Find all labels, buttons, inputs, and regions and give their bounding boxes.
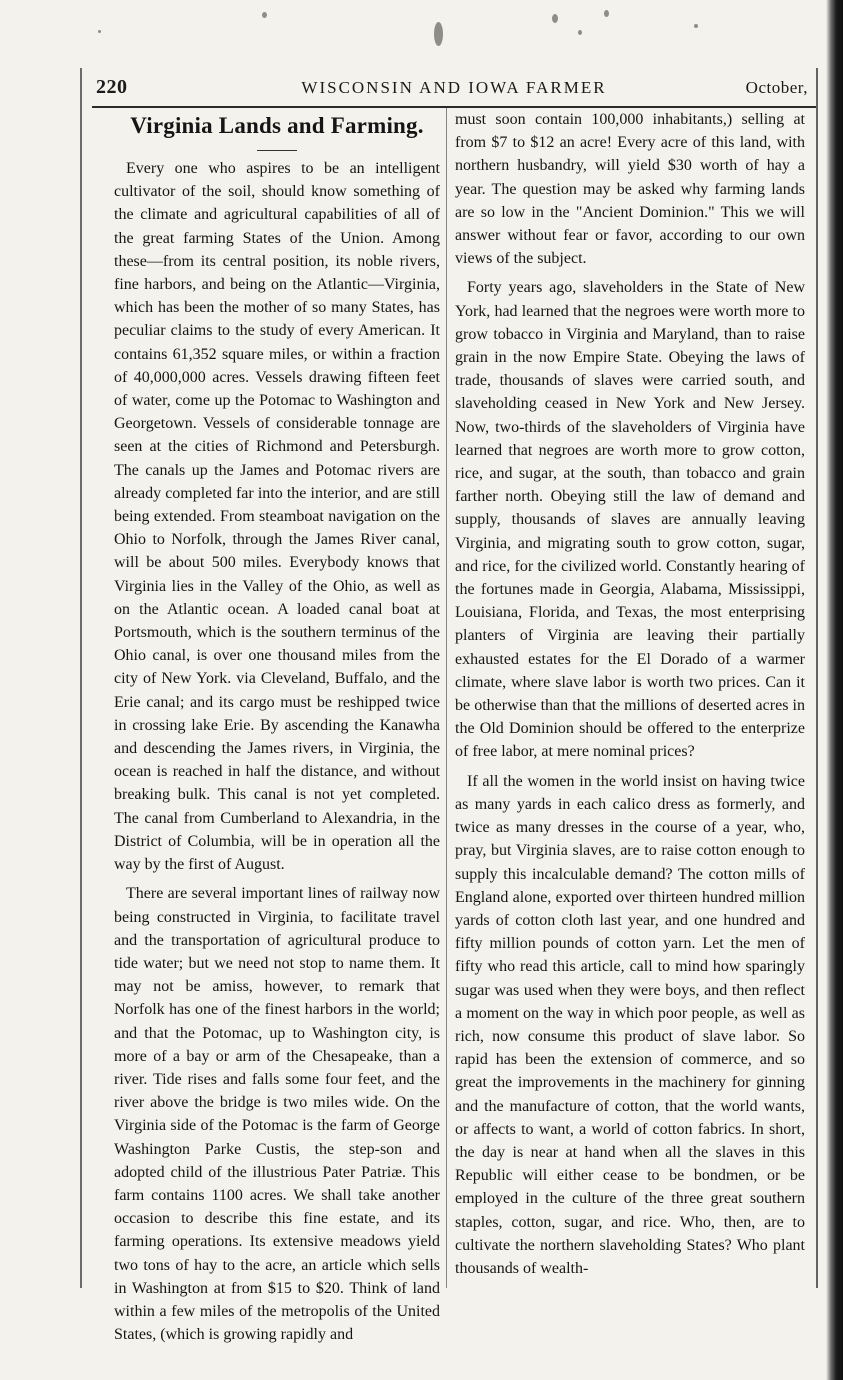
scan-speck [552,14,558,23]
scan-speck [694,24,698,28]
article-paragraph: Forty years ago, slaveholders in the State of New York, had learned that the negroes were worth more to grow tobacco in Virginia and Maryland, than to raise grain in the now Empire State. Obeying the laws of trade, thousands of slaves were carried south, and slaveholding ceased in New York and New Jersey. Now, two-thirds of the slaveholders of Virginia have learned that negroes are worth more to grow cotton, rice, and sugar, at the south, than tobacco and grain farther north. Obeying still the law of demand and supply, thousands of slaves are annually leaving Virginia, and migrating south to grow cotton, sugar, and rice, for the civilized world. Constantly hearing of the fortunes made in Georgia, Alabama, Mississippi, Louisiana, Florida, and Texas, the most enterprising planters of Virginia are leaving their partially exhausted estates for the El Dorado of a warmer climate, where slave labor is worth two prices. Can it be otherwise than that the millions of deserted acres in the Old Dominion should be offered to the enterprize of free labor, at mere nominal prices? [455,279,805,761]
title-rule [257,150,297,151]
article-title: Virginia Lands and Farming. [130,113,424,138]
right-column [455,108,805,1283]
column-divider [446,108,447,1288]
scan-speck [604,10,609,17]
running-title: WISCONSIN AND IOWA FARMER [301,78,607,97]
scan-shadow-edge [826,0,843,1380]
page-border-right [816,68,818,1288]
scan-speck [98,30,101,33]
scan-speck [434,22,443,46]
scan-speck [578,30,582,35]
article-paragraph: must soon contain 100,000 inhabitants,) selling at from $7 to $12 an acre! Every acre of this land, with northern husbandry, will yield $30 worth of hay a year. The question may be asked why farming lands are so low in the "Ancient Dominion." This we will answer without fear or favor, according to our own views of the subject. [455,111,805,268]
running-header [96,76,812,104]
page-border-left [80,68,82,1288]
scan-speck [262,12,267,18]
left-column [114,108,440,1344]
article-paragraph: Every one who aspires to be an intelligent cultivator of the soil, should know something of the climate and agricultural capabilities of all of the great farming States of the Union. Among these—from its central position, its noble rivers, fine harbors, and being on the Atlantic—Virginia, which has been the mother of so many States, has peculiar claims to the study of every American. It contains 61,352 square miles, or within a fraction of 40,000,000 acres. Vessels drawing fifteen feet of water, come up the Potomac to Washington and Georgetown. Vessels of considerable tonnage are seen at the cities of Richmond and Petersburgh. The canals up the James and Potomac rivers are already completed far into the interior, and are still being extended. From steamboat navigation on the Ohio to Norfolk, through the James River canal, will be about 500 miles. Everybody knows that Virginia lies in the Valley of the Ohio, as well as on the Atlantic ocean. A loaded canal boat at Portsmouth, which is the southern terminus of the Ohio canal, is over one thousand miles from the city of New York. via Cleveland, Buffalo, and the Erie canal; and its cargo must be reshipped twice in crossing lake Erie. By ascending the Kanawha and descending the James rivers, in Virginia, the ocean is reached in half the distance, and without breaking bulk. This canal is not yet completed. The canal from Cumberland to Alexandria, in the District of Columbia, will be in operation all the way by the first of August. [114,160,440,874]
issue-month: October, [745,78,808,97]
article-paragraph: If all the women in the world insist on having twice as many yards in each calico dress as formerly, and twice as many dresses in the course of a year, who, pray, but Virginia slaves, are to raise cotton enough to supply this incalculable demand? The cotton mills of England alone, exported over thirteen hundred million yards of cotton cloth last year, and one hundred and fifty million pounds of cotton yarn. Let the men of fifty who read this article, call to mind how sparingly sugar was used when they were boys, and then reflect a moment on the way in which poor people, as well as rich, now consume this product of slave labor. So rapid has been the extension of commerce, and so great the improvements in the machinery for ginning and the manufacture of cotton, that the world wants, or affects to want, a world of cotton fabrics. In short, the day is near at hand when all the slaves in this Republic will either cease to be bondmen, or be employed in the culture of the three great southern staples, cotton, sugar, and rice. Who, then, are to cultivate the northern slaveholding States? Who plant thousands of wealth- [455,772,805,1277]
article-paragraph: There are several important lines of railway now being constructed in Virginia, to facilitate travel and the transportation of agricultural produce to tide water; but we need not stop to name them. It may not be amiss, however, to remark that Norfolk has one of the finest harbors in the world; and that the Potomac, up to Washington city, is more of a bay or arm of the Chesapeake, than a river. Tide rises and falls some four feet, and the river above the bridge is two miles wide. On the Virginia side of the Potomac is the farm of George Washington Parke Custis, the step-son and adopted child of the illustrious Pater Patriæ. This farm contains 1100 acres. We shall take another occasion to describe this fine estate, and its farming operations. Its extensive meadows yield two tons of hay to the acre, an article which sells in Washington at from $15 to $20. Think of land within a few miles of the metropolis of the United States, (which is growing rapidly and [114,885,440,1344]
page-number: 220 [96,76,128,98]
